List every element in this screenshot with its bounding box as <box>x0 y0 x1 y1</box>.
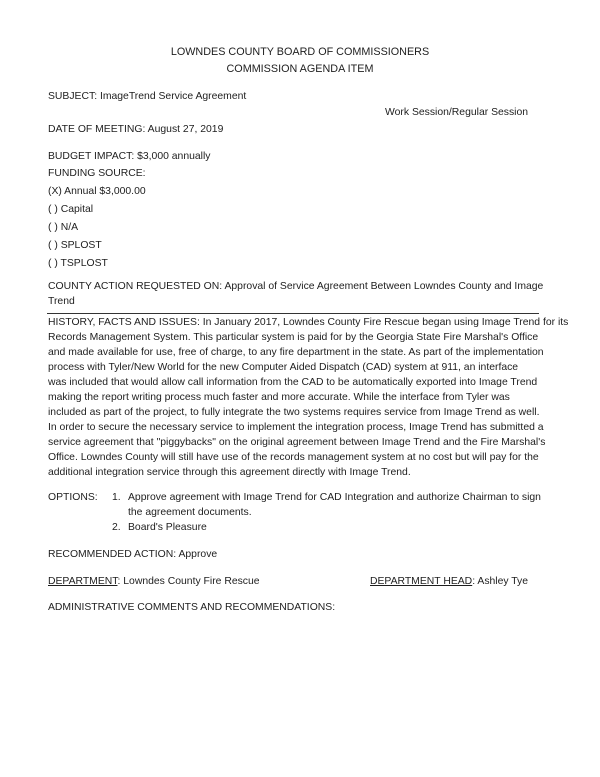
history-line: included as part of the project, to fully integrate the two systems requires service from Image Trend as well. <box>48 407 540 418</box>
administrative-comments: ADMINISTRATIVE COMMENTS AND RECOMMENDATIONS: <box>48 602 336 613</box>
history-line: In order to secure the necessary service to implement the integration process, Image Trend has submitted a <box>48 422 544 433</box>
history-line: and made available for use, free of charge, to any fire department in the state. As part of the implementation <box>48 347 544 358</box>
option-text: Board's Pleasure <box>128 522 207 533</box>
action-requested: COUNTY ACTION REQUESTED ON: Approval of Service Agreement Between Lowndes County and Image <box>48 281 544 292</box>
funding-option: ( ) Capital <box>48 204 94 215</box>
option-number: 2. <box>112 522 121 533</box>
department-label: DEPARTMENT <box>48 576 118 587</box>
history-line: Office. Lowndes County will still have use of the records management system at no cost but will pay for the <box>48 452 539 463</box>
department-head-label: DEPARTMENT HEAD <box>370 576 473 587</box>
funding-option: ( ) TSPLOST <box>48 258 108 269</box>
header-title: LOWNDES COUNTY BOARD OF COMMISSIONERS <box>170 46 430 58</box>
history-line: process with Tyler/New World for the new Computer Aided Dispatch (CAD) system at 911, an interface <box>48 362 519 373</box>
session-type: Work Session/Regular Session <box>385 107 529 118</box>
date-of-meeting: DATE OF MEETING: August 27, 2019 <box>48 124 224 135</box>
history-line: additional integration service through this agreement directly with Image Trend. <box>48 467 411 478</box>
option-text-cont: the agreement documents. <box>128 507 252 518</box>
funding-option: ( ) SPLOST <box>48 240 102 251</box>
history-line: making the report writing process much faster and more accurate. While the interface from Tyler was <box>48 392 510 403</box>
divider <box>47 313 539 314</box>
funding-option: (X) Annual $3,000.00 <box>48 186 146 197</box>
header-subtitle: COMMISSION AGENDA ITEM <box>226 63 374 75</box>
department-value: : Lowndes County Fire Rescue <box>117 576 260 587</box>
history-line: Records Management System. This particular system is paid for by the Georgia State Fire Marshal's Office <box>48 332 539 343</box>
funding-source-label: FUNDING SOURCE: <box>48 168 146 179</box>
history-line: was included that would allow call information from the CAD to be automatically exported into Image Trend <box>48 377 538 388</box>
option-text: Approve agreement with Image Trend for CAD Integration and authorize Chairman to sign <box>128 492 541 503</box>
department-head <box>370 575 528 589</box>
subject: SUBJECT: ImageTrend Service Agreement <box>48 91 247 102</box>
history-line: service agreement that "piggybacks" on the original agreement between Image Trend and the Fire Marshal's <box>48 437 546 448</box>
action-requested-cont: Trend <box>48 296 75 307</box>
budget-impact: BUDGET IMPACT: $3,000 annually <box>48 151 211 162</box>
options-label: OPTIONS: <box>48 492 98 503</box>
option-number: 1. <box>112 492 121 503</box>
funding-option: ( ) N/A <box>48 222 79 233</box>
recommended-action: RECOMMENDED ACTION: Approve <box>48 549 218 560</box>
department-head-value: : Ashley Tye <box>472 576 529 587</box>
history-line: HISTORY, FACTS AND ISSUES: In January 2017, Lowndes County Fire Rescue began using Image Trend for its <box>48 317 569 328</box>
department <box>48 575 260 589</box>
